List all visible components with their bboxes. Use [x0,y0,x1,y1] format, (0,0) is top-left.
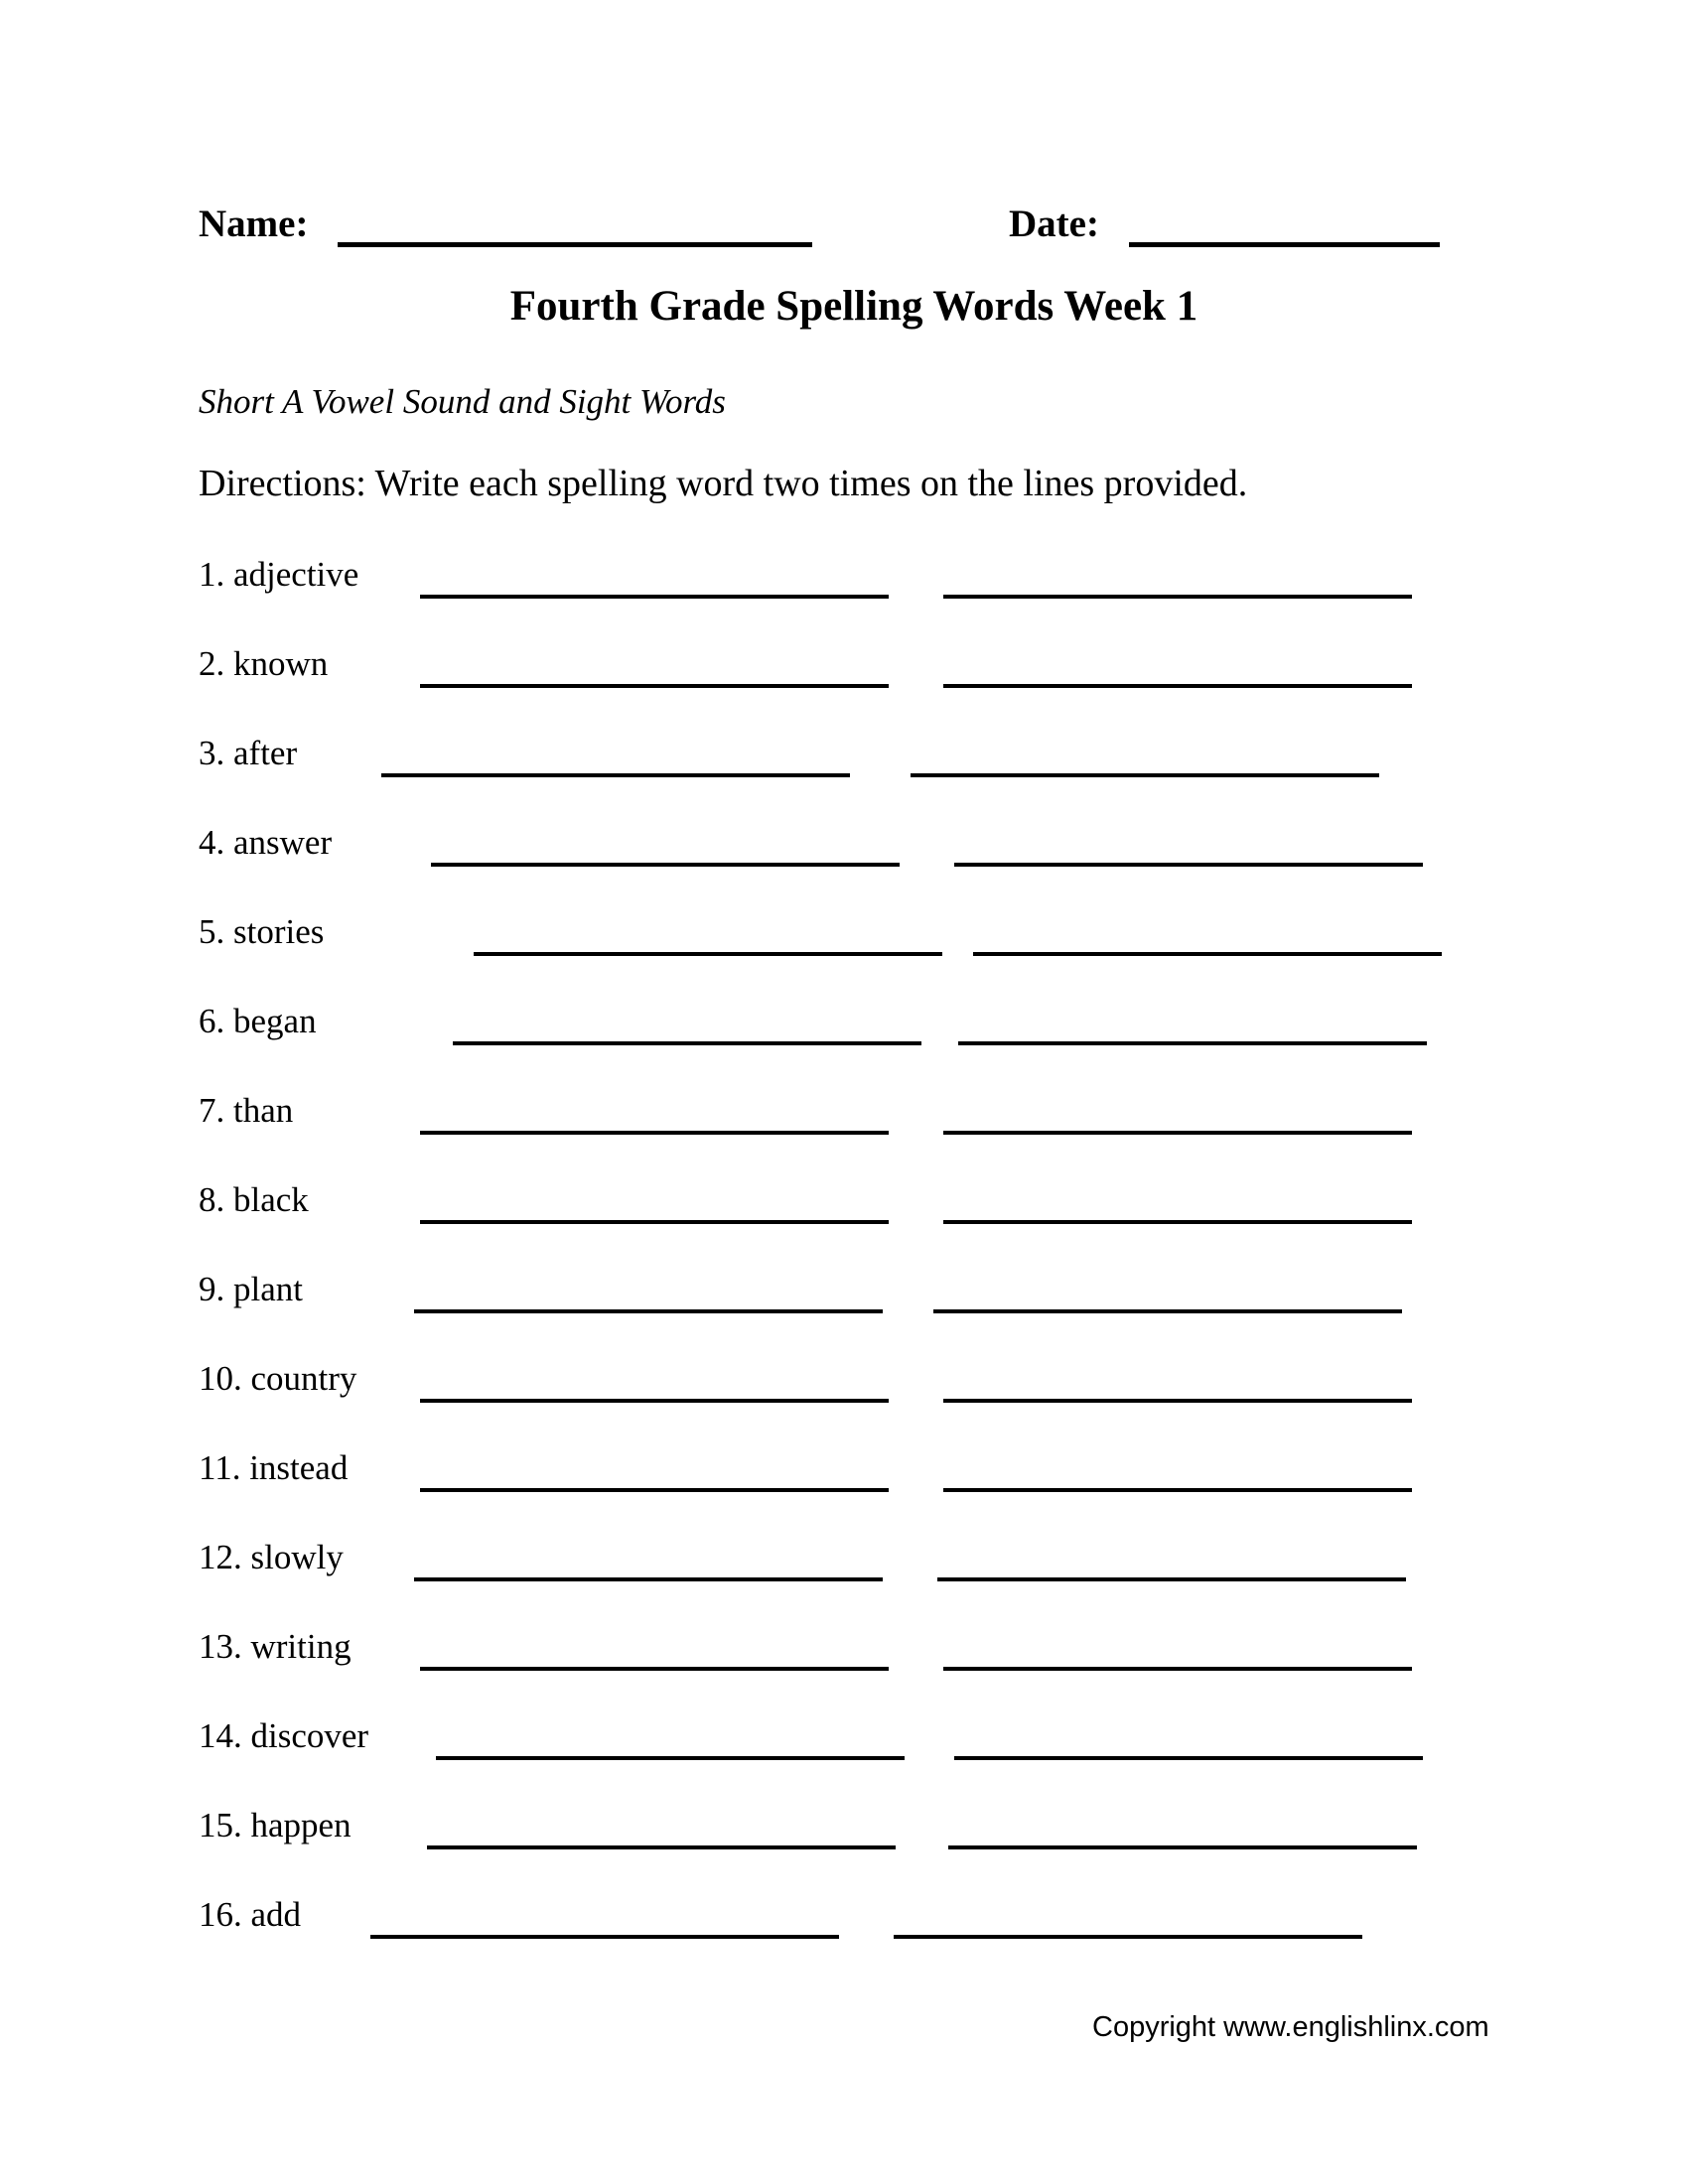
word-label: 8. black [199,1180,309,1219]
word-label: 5. stories [199,912,325,951]
word-row [199,1532,1489,1593]
write-line-2 [911,773,1379,777]
word-row [199,638,1489,700]
word-row [199,1800,1489,1861]
word-label: 11. instead [199,1448,349,1487]
write-line-2 [943,1667,1412,1671]
worksheet-title: Fourth Grade Spelling Words Week 1 [509,283,1198,330]
write-line-2 [943,1131,1412,1135]
write-line-1 [414,1577,883,1581]
write-line-1 [420,1399,889,1403]
worksheet-subtitle: Short A Vowel Sound and Sight Words [199,382,726,421]
word-label: 4. answer [199,823,333,862]
word-row [199,1353,1489,1415]
word-label: 7. than [199,1091,294,1130]
word-row [199,549,1489,611]
word-row [199,906,1489,968]
write-line-2 [943,1220,1412,1224]
word-label: 1. adjective [199,555,359,594]
write-line-2 [954,1756,1423,1760]
write-line-2 [937,1577,1406,1581]
word-row [199,817,1489,879]
word-row [199,1442,1489,1504]
write-line-1 [420,684,889,688]
word-row [199,1174,1489,1236]
write-line-1 [453,1041,921,1045]
write-line-2 [958,1041,1427,1045]
write-line-2 [933,1309,1402,1313]
word-label: 15. happen [199,1806,352,1844]
directions-text: Directions: Write each spelling word two times on the lines provided. [199,463,1248,504]
word-label: 14. discover [199,1716,369,1755]
word-label: 9. plant [199,1270,303,1308]
write-line-2 [943,684,1412,688]
write-line-2 [948,1845,1417,1849]
word-label: 2. known [199,644,329,683]
word-label: 12. slowly [199,1538,344,1576]
word-row [199,728,1489,789]
write-line-2 [943,1488,1412,1492]
word-row [199,1889,1489,1951]
word-row [199,1710,1489,1772]
word-label: 6. began [199,1002,317,1040]
write-line-1 [474,952,942,956]
write-line-1 [420,1220,889,1224]
write-line-2 [943,1399,1412,1403]
date-label: Date: [1009,203,1099,245]
write-line-2 [973,952,1442,956]
word-label: 3. after [199,734,298,772]
write-line-1 [427,1845,896,1849]
word-row [199,1621,1489,1683]
word-label: 10. country [199,1359,357,1398]
write-line-1 [370,1935,839,1939]
write-line-1 [420,1667,889,1671]
write-line-1 [420,1131,889,1135]
word-label: 13. writing [199,1627,352,1666]
write-line-2 [954,863,1423,867]
write-line-1 [381,773,850,777]
write-line-1 [420,595,889,599]
write-line-1 [436,1756,905,1760]
name-label: Name: [199,203,309,245]
write-line-1 [431,863,900,867]
word-label: 16. add [199,1895,302,1934]
write-line-1 [414,1309,883,1313]
copyright-text: Copyright www.englishlinx.com [1092,2011,1489,2043]
word-row [199,1264,1489,1325]
write-line-2 [943,595,1412,599]
word-row [199,1085,1489,1147]
word-row [199,996,1489,1057]
write-line-2 [894,1935,1362,1939]
write-line-1 [420,1488,889,1492]
